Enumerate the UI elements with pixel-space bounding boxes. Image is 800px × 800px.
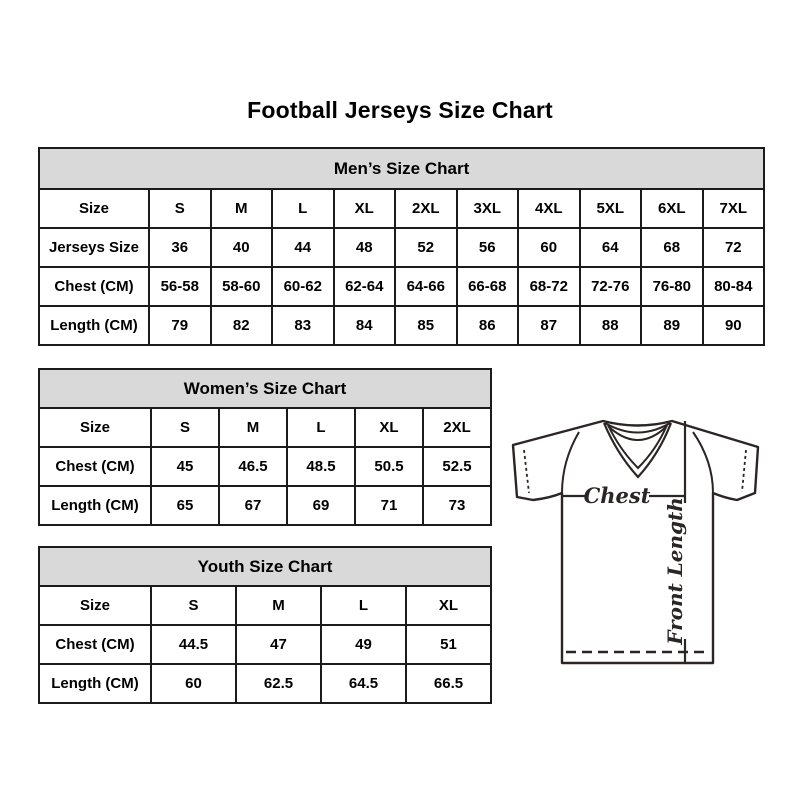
- value-cell: 46.5: [219, 447, 287, 486]
- value-cell: 84: [334, 306, 396, 345]
- row-label-cell: Chest (CM): [39, 267, 149, 306]
- value-cell: 66-68: [457, 267, 519, 306]
- value-cell: 79: [149, 306, 211, 345]
- row-label-cell: Length (CM): [39, 664, 151, 703]
- womens-table-title: Women’s Size Chart: [39, 369, 491, 408]
- value-cell: 65: [151, 486, 219, 525]
- value-cell: 56-58: [149, 267, 211, 306]
- table-header-row: [39, 547, 491, 586]
- value-cell: 89: [641, 306, 703, 345]
- table-header-row: [39, 148, 764, 189]
- value-cell: 64: [580, 228, 642, 267]
- row-label-cell: Length (CM): [39, 306, 149, 345]
- row-label-cell: Length (CM): [39, 486, 151, 525]
- row-label-cell: Chest (CM): [39, 625, 151, 664]
- value-cell: 71: [355, 486, 423, 525]
- table-row: [39, 447, 491, 486]
- row-label-cell: Size: [39, 189, 149, 228]
- value-cell: 2XL: [395, 189, 457, 228]
- value-cell: 4XL: [518, 189, 580, 228]
- value-cell: 60: [518, 228, 580, 267]
- value-cell: XL: [406, 586, 491, 625]
- table-row: [39, 664, 491, 703]
- value-cell: 68: [641, 228, 703, 267]
- chest-label: Chest: [583, 483, 651, 508]
- value-cell: 60-62: [272, 267, 334, 306]
- value-cell: 85: [395, 306, 457, 345]
- value-cell: XL: [355, 408, 423, 447]
- table-row: [39, 228, 764, 267]
- value-cell: 82: [211, 306, 273, 345]
- value-cell: S: [151, 408, 219, 447]
- value-cell: L: [287, 408, 355, 447]
- value-cell: XL: [334, 189, 396, 228]
- value-cell: 50.5: [355, 447, 423, 486]
- value-cell: 2XL: [423, 408, 491, 447]
- table-row: [39, 267, 764, 306]
- value-cell: M: [236, 586, 321, 625]
- mens-table-title: Men’s Size Chart: [39, 148, 764, 189]
- value-cell: 48: [334, 228, 396, 267]
- mens-size-table: [38, 147, 765, 346]
- value-cell: M: [219, 408, 287, 447]
- value-cell: S: [149, 189, 211, 228]
- table-row: [39, 625, 491, 664]
- jersey-outline-icon: [513, 421, 758, 663]
- youth-size-table: [38, 546, 492, 704]
- value-cell: 60: [151, 664, 236, 703]
- value-cell: 87: [518, 306, 580, 345]
- value-cell: 64.5: [321, 664, 406, 703]
- table-row: [39, 189, 764, 228]
- value-cell: 7XL: [703, 189, 765, 228]
- value-cell: 73: [423, 486, 491, 525]
- value-cell: 88: [580, 306, 642, 345]
- value-cell: 69: [287, 486, 355, 525]
- value-cell: 62-64: [334, 267, 396, 306]
- value-cell: 5XL: [580, 189, 642, 228]
- value-cell: M: [211, 189, 273, 228]
- value-cell: 64-66: [395, 267, 457, 306]
- value-cell: 90: [703, 306, 765, 345]
- value-cell: 58-60: [211, 267, 273, 306]
- value-cell: 80-84: [703, 267, 765, 306]
- value-cell: 51: [406, 625, 491, 664]
- table-row: [39, 306, 764, 345]
- value-cell: 3XL: [457, 189, 519, 228]
- table-row: [39, 486, 491, 525]
- page-title: Football Jerseys Size Chart: [247, 97, 553, 123]
- value-cell: 72-76: [580, 267, 642, 306]
- value-cell: L: [321, 586, 406, 625]
- value-cell: 6XL: [641, 189, 703, 228]
- value-cell: 48.5: [287, 447, 355, 486]
- value-cell: 68-72: [518, 267, 580, 306]
- value-cell: 66.5: [406, 664, 491, 703]
- row-label-cell: Size: [39, 408, 151, 447]
- value-cell: S: [151, 586, 236, 625]
- value-cell: 47: [236, 625, 321, 664]
- value-cell: 86: [457, 306, 519, 345]
- value-cell: 44.5: [151, 625, 236, 664]
- front-length-label: Front Length: [663, 497, 687, 645]
- value-cell: 72: [703, 228, 765, 267]
- value-cell: L: [272, 189, 334, 228]
- table-header-row: [39, 369, 491, 408]
- value-cell: 45: [151, 447, 219, 486]
- value-cell: 62.5: [236, 664, 321, 703]
- table-row: [39, 586, 491, 625]
- value-cell: 83: [272, 306, 334, 345]
- value-cell: 36: [149, 228, 211, 267]
- value-cell: 67: [219, 486, 287, 525]
- value-cell: 56: [457, 228, 519, 267]
- value-cell: 76-80: [641, 267, 703, 306]
- value-cell: 52: [395, 228, 457, 267]
- value-cell: 44: [272, 228, 334, 267]
- youth-table-title: Youth Size Chart: [39, 547, 491, 586]
- womens-size-table: [38, 368, 492, 526]
- value-cell: 40: [211, 228, 273, 267]
- row-label-cell: Size: [39, 586, 151, 625]
- row-label-cell: Chest (CM): [39, 447, 151, 486]
- row-label-cell: Jerseys Size: [39, 228, 149, 267]
- value-cell: 49: [321, 625, 406, 664]
- table-row: [39, 408, 491, 447]
- value-cell: 52.5: [423, 447, 491, 486]
- jersey-measurement-diagram: [500, 403, 770, 673]
